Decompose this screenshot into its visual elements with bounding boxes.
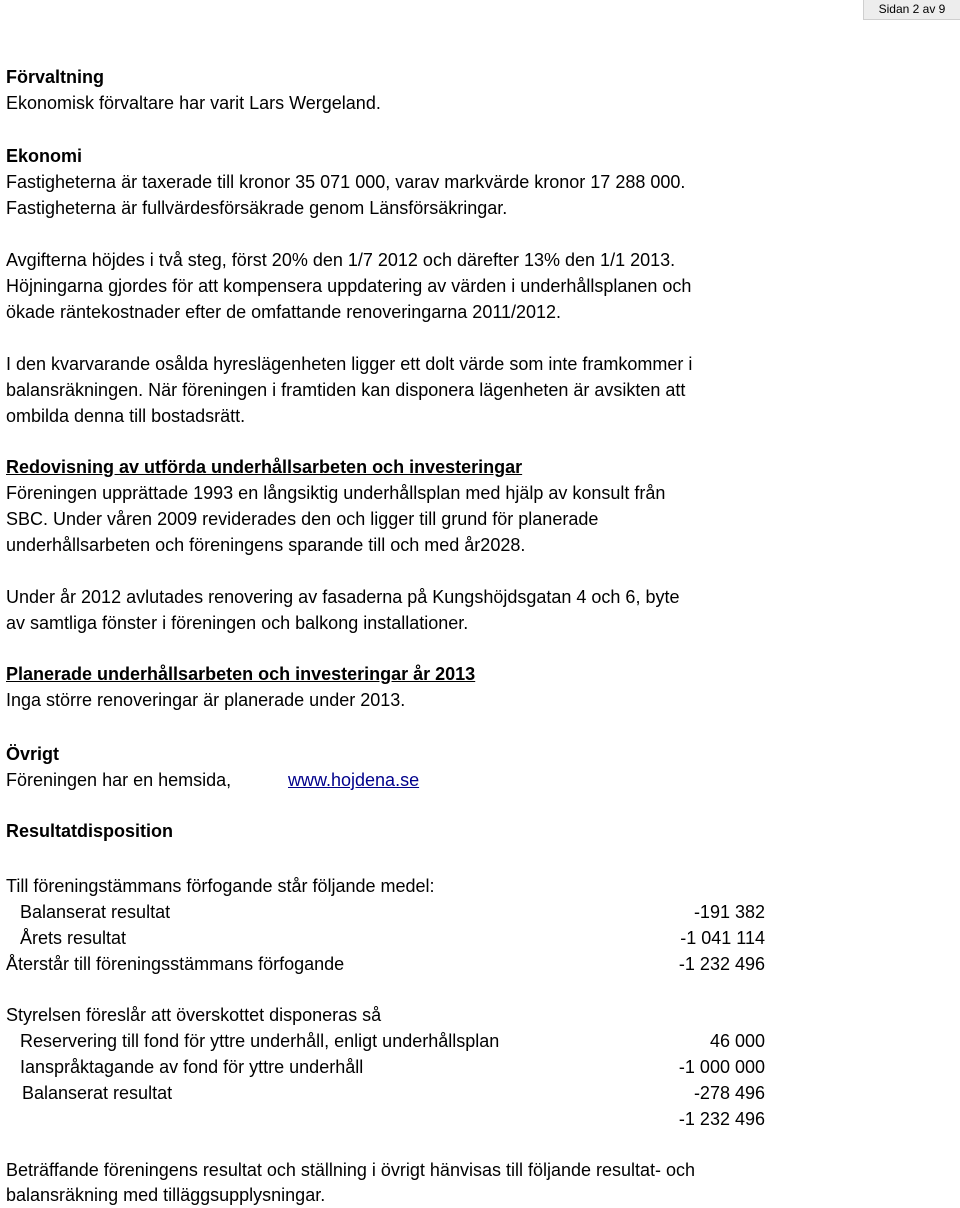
- page-number: Sidan 2 av 9: [863, 0, 960, 20]
- resultat-row-value: -1 041 114: [680, 928, 765, 948]
- section-heading-forvaltning: Förvaltning: [6, 67, 104, 87]
- proposal-row-value: -1 000 000: [678, 1057, 765, 1077]
- ekonomi-line: Fastigheterna är taxerade till kronor 35 071 000, varav markvärde kronor 17 288 000.: [6, 172, 686, 192]
- redovisning-line: av samtliga fönster i föreningen och balkong installationer.: [6, 613, 469, 633]
- forvaltning-text: Ekonomisk förvaltare har varit Lars Wergeland.: [6, 93, 381, 113]
- resultat-row-label: Balanserat resultat: [20, 902, 171, 922]
- section-heading-planerade: Planerade underhållsarbeten och investeringar år 2013: [6, 664, 476, 684]
- proposal-row-label: Reservering till fond för yttre underhåll, enligt underhållsplan: [20, 1031, 500, 1051]
- redovisning-line: underhållsarbeten och föreningens sparande till och med år2028.: [6, 535, 526, 555]
- ekonomi-line: Fastigheterna är fullvärdesförsäkrade genom Länsförsäkringar.: [6, 198, 508, 218]
- ekonomi-line: ökade räntekostnader efter de omfattande renoveringarna 2011/2012.: [6, 302, 562, 322]
- proposal-row-label: Ianspråktagande av fond för yttre underhåll: [20, 1057, 364, 1077]
- resultat-intro: Till föreningstämmans förfogande står följande medel:: [6, 876, 435, 896]
- section-heading-ekonomi: Ekonomi: [6, 146, 83, 166]
- resultat-row-value: -191 382: [693, 902, 765, 922]
- resultat-row-label: Återstår till föreningsstämmans förfogande: [6, 954, 345, 974]
- proposal-row-value: -278 496: [693, 1083, 765, 1103]
- closing-line: balansräkning med tilläggsupplysningar.: [6, 1185, 326, 1205]
- proposal-row-label: Balanserat resultat: [22, 1083, 173, 1103]
- ovrigt-text: Föreningen har en hemsida,: [6, 770, 232, 790]
- resultat-row-value: -1 232 496: [678, 954, 765, 974]
- resultat-row-label: Årets resultat: [20, 928, 127, 948]
- section-heading-redovisning: Redovisning av utförda underhållsarbeten och investeringar: [6, 457, 523, 477]
- closing-line: Beträffande föreningens resultat och ställning i övrigt hänvisas till följande resultat- och: [6, 1160, 696, 1180]
- proposal-total-value: -1 232 496: [678, 1109, 765, 1129]
- redovisning-line: Föreningen upprättade 1993 en långsiktig underhållsplan med hjälp av konsult från: [6, 483, 666, 503]
- redovisning-line: Under år 2012 avlutades renovering av fasaderna på Kungshöjdsgatan 4 och 6, byte: [6, 587, 680, 607]
- ekonomi-line: ombilda denna till bostadsrätt.: [6, 406, 246, 426]
- section-heading-resultatdisposition: Resultatdisposition: [6, 821, 174, 841]
- redovisning-line: SBC. Under våren 2009 reviderades den och ligger till grund för planerade: [6, 509, 599, 529]
- ekonomi-line: balansräkningen. När föreningen i framtiden kan disponera lägenheten är avsikten att: [6, 380, 686, 400]
- ekonomi-line: Avgifterna höjdes i två steg, först 20% den 1/7 2012 och därefter 13% den 1/1 2013.: [6, 250, 676, 270]
- website-link[interactable]: www.hojdena.se: [288, 770, 420, 790]
- resultat-proposal: Styrelsen föreslår att överskottet disponeras så: [6, 1005, 382, 1025]
- proposal-row-value: 46 000: [709, 1031, 765, 1051]
- section-heading-ovrigt: Övrigt: [6, 744, 60, 764]
- ekonomi-line: I den kvarvarande osålda hyreslägenheten ligger ett dolt värde som inte framkommer i: [6, 354, 693, 374]
- ekonomi-line: Höjningarna gjordes för att kompensera uppdatering av värden i underhållsplanen och: [6, 276, 692, 296]
- planerade-text: Inga större renoveringar är planerade under 2013.: [6, 690, 406, 710]
